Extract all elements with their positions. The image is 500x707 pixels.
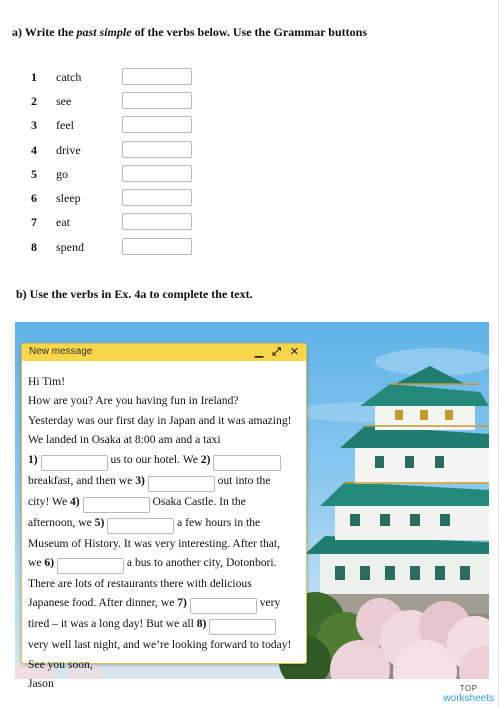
text-line: Museum of History. It was very interesting. After that,	[28, 536, 281, 550]
past-simple-input-7[interactable]	[122, 213, 192, 230]
text-line: city! We 4) Osaka Castle. In the	[28, 492, 306, 513]
text-line: breakfast, and then we 3) out into the	[28, 471, 306, 492]
verb-label: go	[56, 167, 68, 181]
verb-label: eat	[56, 215, 70, 229]
text-line: There are lots of restaurants there with delicious	[28, 577, 252, 591]
section-b-heading: b) Use the verbs in Ex. 4a to complete the text.	[16, 287, 253, 301]
text-line: How are you? Are you having fun in Ireland?	[28, 394, 239, 408]
gap-label: 6)	[44, 556, 55, 570]
verb-label: feel	[56, 118, 74, 132]
verb-label: catch	[56, 70, 82, 84]
past-simple-input-8[interactable]	[122, 238, 192, 255]
gap-label: 5)	[94, 515, 105, 529]
expand-icon[interactable]: ⤢	[272, 345, 283, 358]
past-simple-input-1[interactable]	[122, 68, 192, 85]
greeting: Hi Tim!	[28, 375, 66, 388]
gap-input-5[interactable]	[107, 518, 174, 534]
past-simple-input-4[interactable]	[122, 141, 192, 158]
verb-row	[0, 68, 300, 88]
gap-input-2[interactable]	[213, 455, 281, 471]
item-number: 4	[31, 143, 37, 157]
gap-label: 4)	[70, 494, 80, 508]
topworksheets-logo[interactable]: TOP worksheets	[443, 684, 494, 704]
item-number: 7	[31, 215, 37, 229]
text-line: 1) us to our hotel. We 2)	[28, 450, 306, 471]
verb-row	[0, 165, 300, 185]
past-simple-input-2[interactable]	[122, 92, 192, 109]
past-simple-input-6[interactable]	[122, 189, 192, 206]
verb-row	[0, 189, 300, 209]
gap-label: 7)	[177, 596, 187, 610]
text-line: Yesterday was our first day in Japan and it was amazing!	[28, 413, 292, 427]
gap-label: 3)	[135, 473, 145, 487]
text-line: we 6) a bus to another city, Dotonbori.	[28, 553, 306, 574]
heading-emphasis: past simple	[76, 25, 132, 39]
message-body	[28, 372, 306, 694]
verb-row	[0, 238, 300, 258]
window-titlebar[interactable]	[22, 344, 306, 361]
past-simple-input-3[interactable]	[122, 116, 192, 133]
gap-label: 2)	[200, 452, 211, 466]
item-number: 1	[31, 70, 37, 84]
text-line: tired – it was a long day! But we all 8)	[28, 614, 306, 635]
text-line: We landed in Osaka at 8:00 am and a taxi	[28, 433, 221, 447]
past-simple-input-5[interactable]	[122, 165, 192, 182]
gap-input-8[interactable]	[209, 619, 276, 635]
gap-input-3[interactable]	[148, 476, 215, 492]
text-line: afternoon, we 5) a few hours in the	[28, 513, 306, 534]
verb-label: see	[56, 94, 72, 108]
section-a-heading: a) Write the past simple of the verbs below. Use the Grammar buttons	[12, 25, 367, 39]
item-number: 5	[31, 167, 37, 181]
closing-line: See you soon,	[28, 657, 93, 671]
verb-row	[0, 213, 300, 233]
item-number: 3	[31, 118, 37, 132]
window-controls	[254, 345, 301, 359]
verb-row	[0, 141, 300, 161]
close-icon[interactable]: ✕	[289, 345, 301, 358]
window-title: New message	[29, 346, 93, 357]
verb-label: sleep	[56, 191, 81, 205]
gap-input-4[interactable]	[83, 497, 150, 513]
verb-label: drive	[56, 143, 81, 157]
new-message-window	[21, 343, 307, 691]
text-line: Japanese food. After dinner, we 7) very	[28, 593, 306, 614]
verb-row	[0, 92, 300, 112]
gap-label: 1)	[28, 452, 38, 466]
gap-input-7[interactable]	[190, 598, 257, 614]
minimize-icon[interactable]: ▁	[254, 345, 266, 358]
signature: Jason	[28, 677, 54, 691]
text-line: very well last night, and we’re looking forward to today!	[28, 638, 292, 652]
gap-label: 8)	[196, 617, 207, 631]
item-number: 6	[31, 191, 37, 205]
gap-input-6[interactable]	[57, 558, 124, 574]
verb-label: spend	[56, 240, 84, 254]
verb-row	[0, 116, 300, 136]
item-number: 8	[31, 240, 37, 254]
gap-input-1[interactable]	[41, 455, 108, 471]
item-number: 2	[31, 94, 37, 108]
